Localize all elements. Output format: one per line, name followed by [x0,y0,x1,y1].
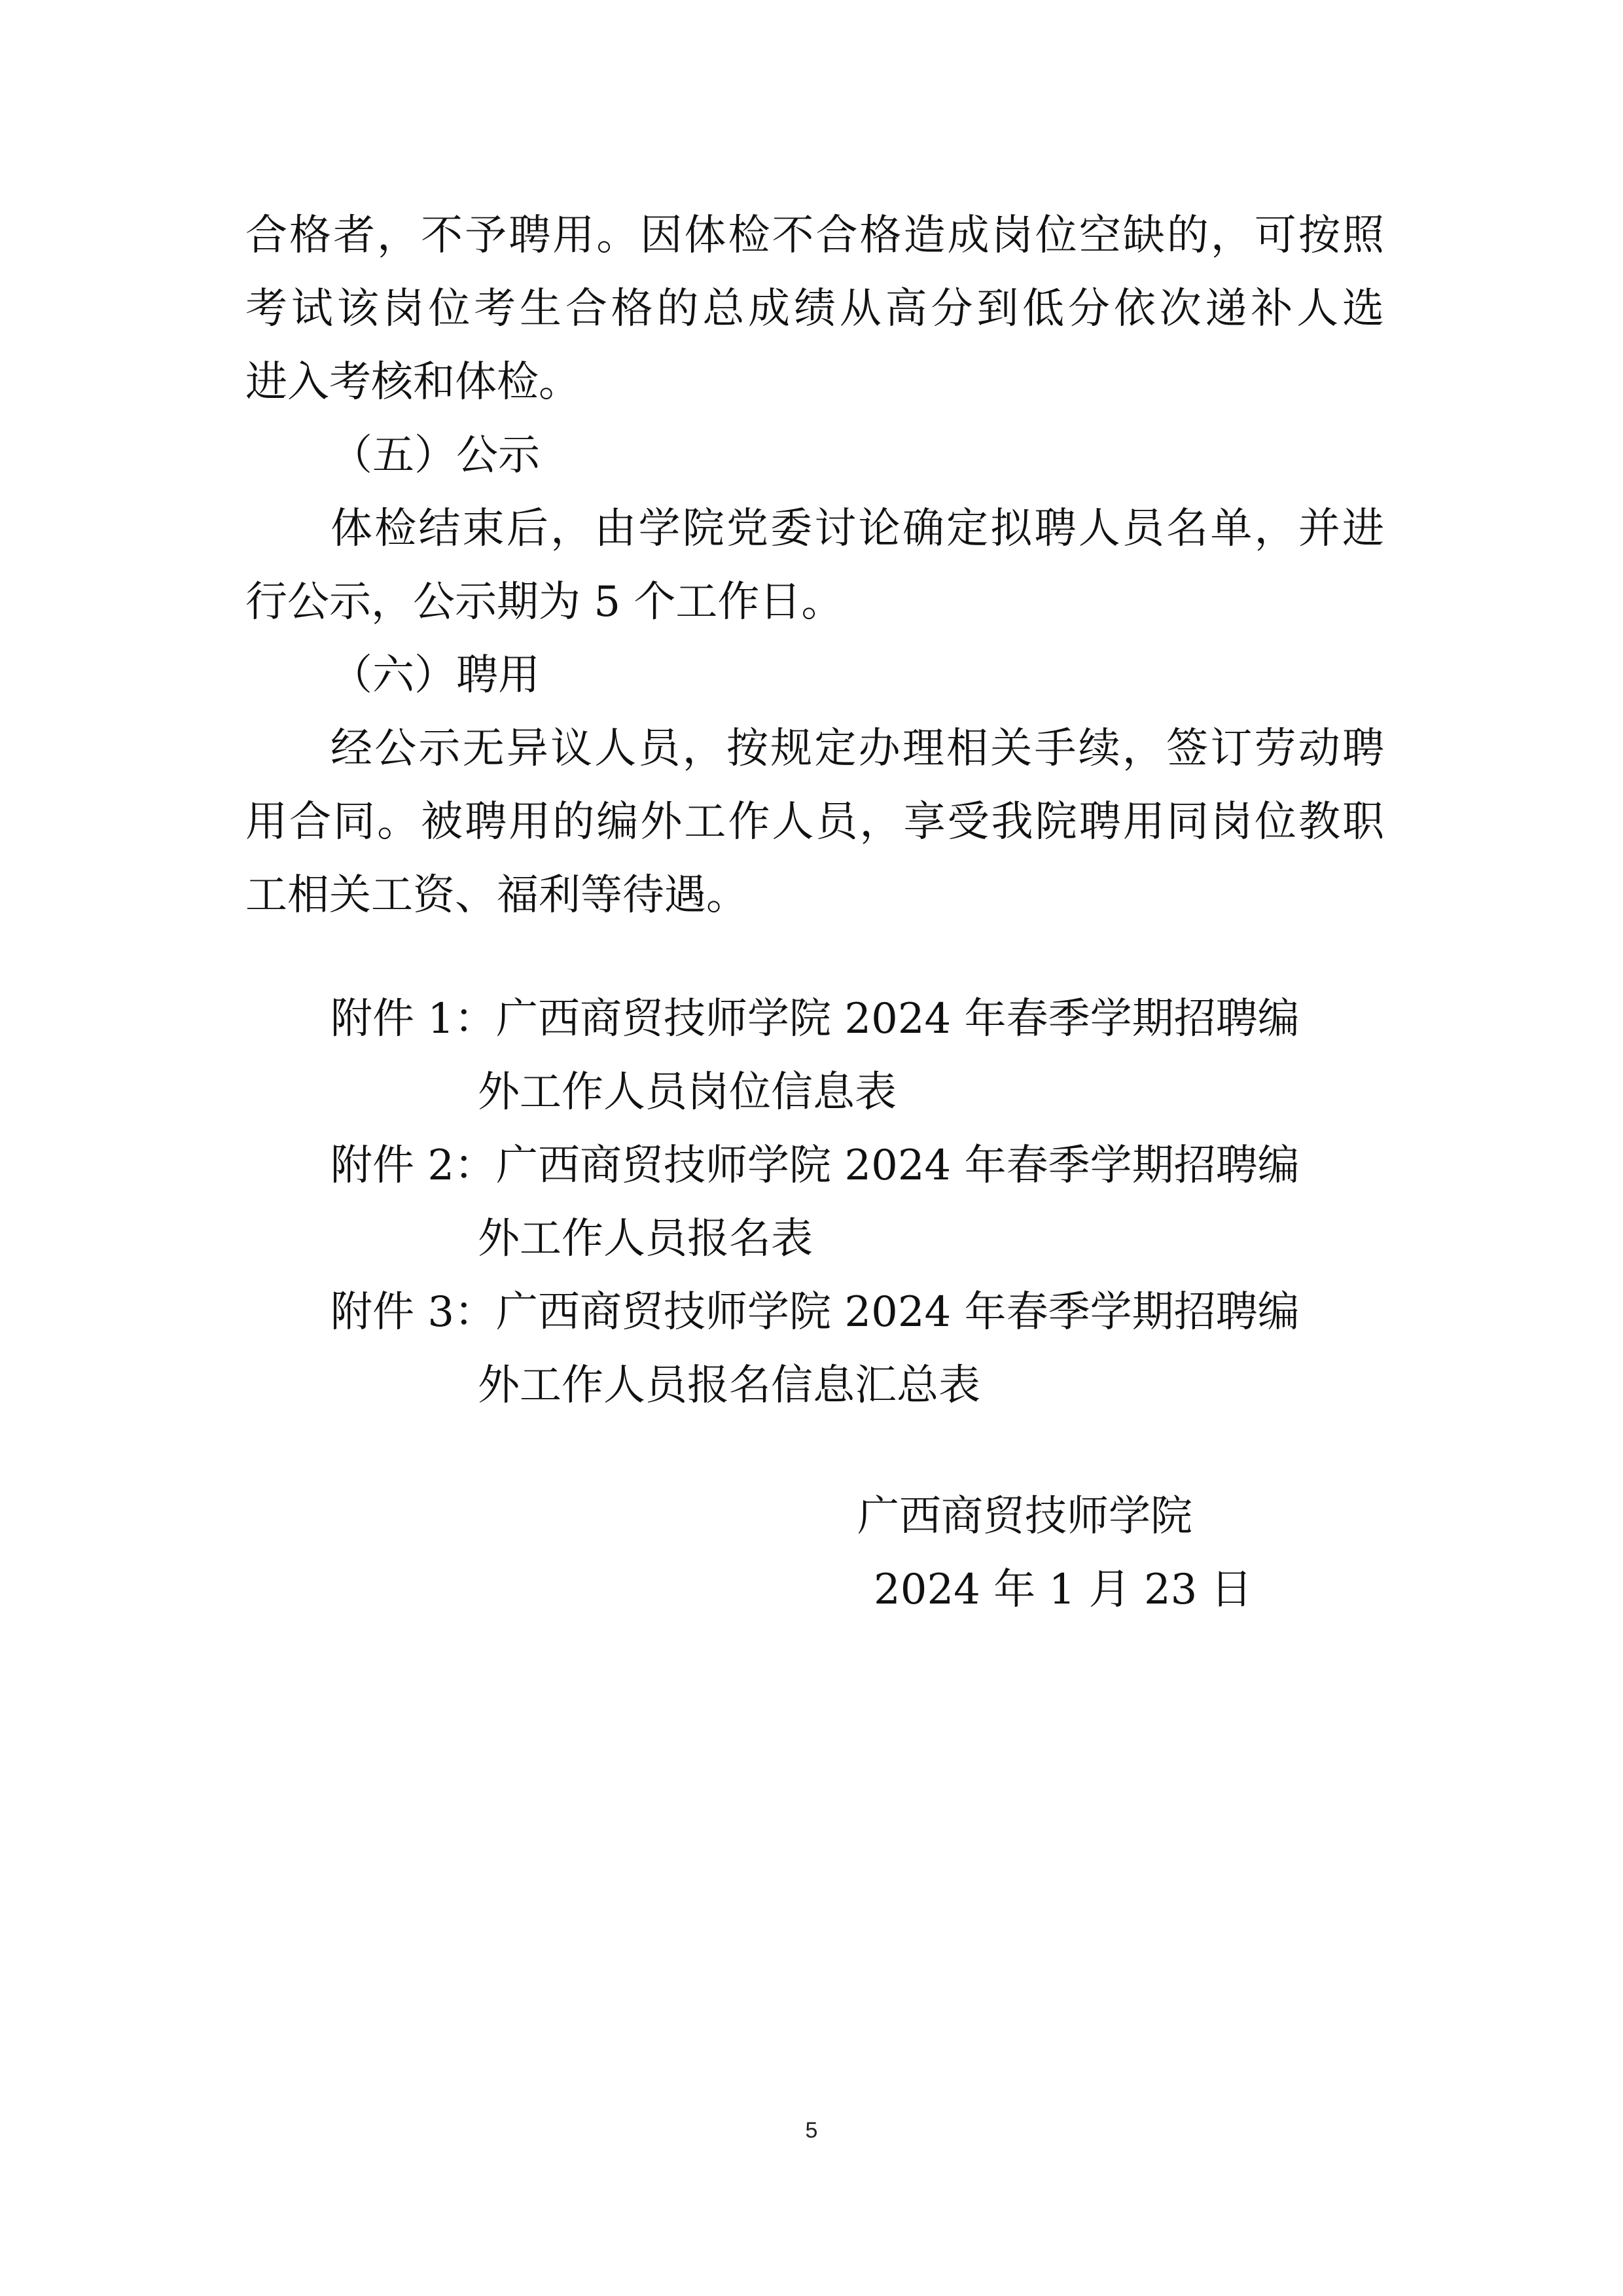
signature-organization: 广西商贸技师学院 [857,1492,1192,1541]
page-number: 5 [805,2118,818,2143]
attachment-item-2-title: 外工作人员报名表 [478,1215,813,1263]
body-line: 工相关工资、福利等待遇。 [245,871,748,920]
attachment-item-2: 附件 2：广西商贸技师学院 2024 年春季学期招聘编 [330,1141,1300,1190]
body-line: 行公示，公示期为 5 个工作日。 [245,578,844,626]
section-heading-hire: （六）聘用 [330,651,540,700]
body-line: 经公示无异议人员，按规定办理相关手续，签订劳动聘 [330,725,1384,773]
section-heading-publicity: （五）公示 [330,431,540,480]
body-line: 进入考核和体检。 [245,358,580,406]
signature-date: 2024 年 1 月 23 日 [874,1566,1253,1614]
attachment-item-3: 附件 3：广西商贸技师学院 2024 年春季学期招聘编 [330,1288,1300,1336]
attachment-item-1-title: 外工作人员岗位信息表 [478,1068,897,1117]
body-line: 用合同。被聘用的编外工作人员，享受我院聘用同岗位教职 [245,798,1384,846]
body-line: 体检结束后，由学院党委讨论确定拟聘人员名单，并进 [330,505,1384,553]
body-line: 考试该岗位考生合格的总成绩从高分到低分依次递补人选 [245,285,1384,333]
attachment-item-3-title: 外工作人员报名信息汇总表 [478,1361,980,1410]
body-line: 合格者，不予聘用。因体检不合格造成岗位空缺的，可按照 [245,211,1384,260]
attachment-item-1: 附件 1：广西商贸技师学院 2024 年春季学期招聘编 [330,995,1300,1043]
